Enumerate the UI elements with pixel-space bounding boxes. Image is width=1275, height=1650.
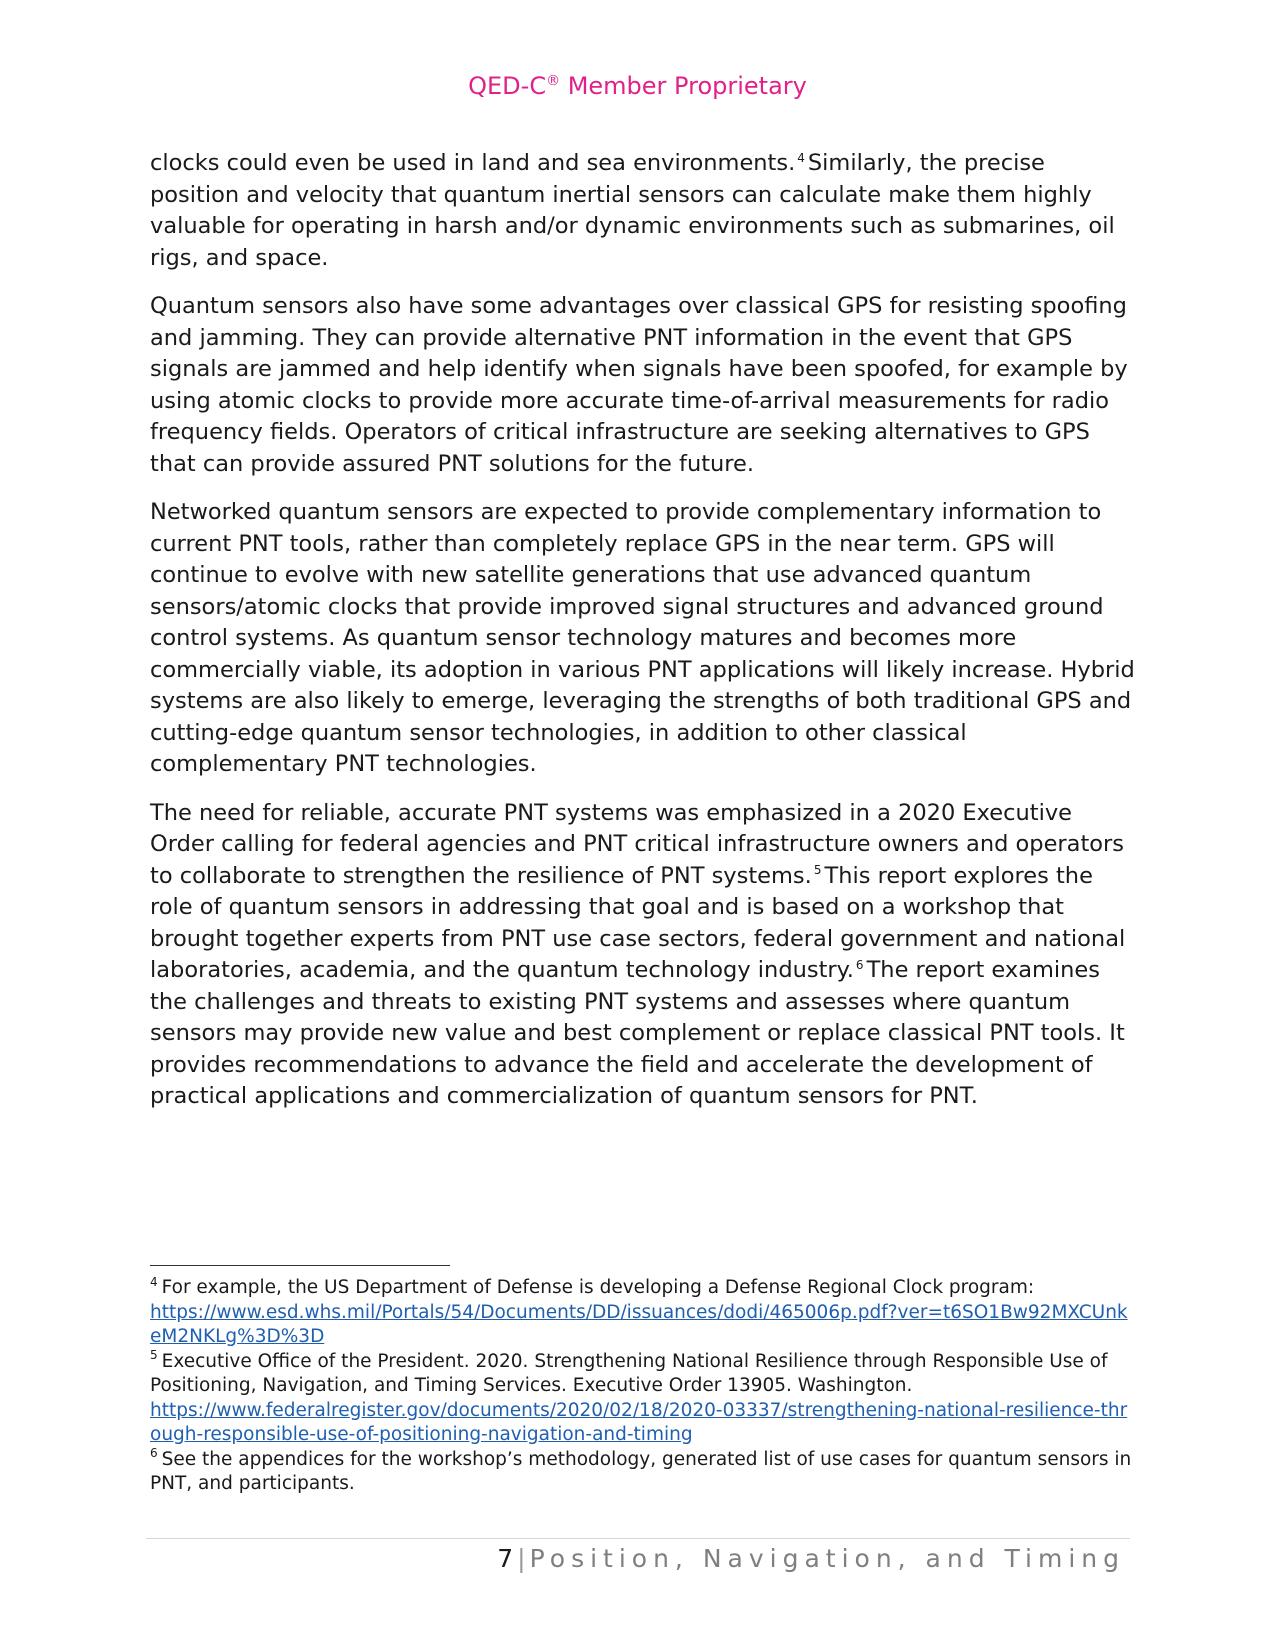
footnote-5 bbox=[150, 1350, 1135, 1448]
page-number: 7 bbox=[497, 1544, 514, 1573]
footnote-ref-5[interactable]: 5 bbox=[813, 863, 822, 877]
paragraph-1-text-a: clocks could even be used in land and sea environments. bbox=[150, 150, 796, 176]
paragraph-4-text-c: The report examines the challenges and threats to existing PNT systems and assesses where quantum sensors may provide new value and best complement or replace classical PNT tools. It provides recommendations to advance the field and accelerate the development of practical applications and commercialization of quantum sensors for PNT. bbox=[150, 957, 1125, 1109]
footnotes bbox=[150, 1276, 1135, 1497]
footnote-ref-4[interactable]: 4 bbox=[797, 150, 805, 165]
footnote-text: See the appendices for the workshop’s methodology, generated list of use cases for quantum sensors in PNT, and participants. bbox=[150, 1448, 1132, 1494]
paragraph-4 bbox=[150, 798, 1140, 1113]
footer-separator bbox=[146, 1538, 1130, 1539]
paragraph-3: Networked quantum sensors are expected to provide complementary information to current PNT tools, rather than completely replace GPS in the near term. GPS will continue to evolve with new satellite generations that use advanced quantum sensors/atomic clocks that provide improved signal structures and advanced ground control systems. As quantum sensor technology matures and becomes more commercially viable, its adoption in various PNT applications will likely increase. Hybrid systems are also likely to emerge, leveraging the strengths of both traditional GPS and cutting-edge quantum sensor technologies, in addition to other classical complementary PNT technologies. bbox=[150, 499, 1135, 777]
footer-divider: | bbox=[517, 1544, 526, 1573]
paragraph-1-text-b: Similarly, the precise position and velocity that quantum inertial sensors can calculate make them highly valuable for operating in harsh and/or dynamic environments such as submarines, oil rigs, and space. bbox=[150, 150, 1115, 271]
footer-title: Position, Navigation, and Timing bbox=[529, 1544, 1125, 1573]
header-org: QED-C bbox=[468, 72, 547, 100]
footnote-text: Executive Office of the President. 2020. Strengthening National Resilience through Responsible Use of Positioning, Navigation, and Timing Services. Executive Order 13905. Washington. bbox=[150, 1350, 1108, 1396]
footnote-link[interactable]: https://www.esd.whs.mil/Portals/54/Documents/DD/issuances/dodi/465006p.pdf?ver=t6SO1Bw92MXCUnkeM2NKLg%3D%3D bbox=[150, 1301, 1128, 1347]
footnote-4 bbox=[150, 1276, 1135, 1350]
footnote-number: 5 bbox=[150, 1348, 158, 1363]
footnote-ref-6[interactable]: 6 bbox=[855, 957, 864, 972]
footnote-text: For example, the US Department of Defense is developing a Defense Regional Clock program: bbox=[161, 1277, 1035, 1298]
page-footer bbox=[497, 1544, 1125, 1573]
header-label: Member Proprietary bbox=[560, 72, 807, 100]
paragraph-1 bbox=[150, 148, 1140, 274]
footnote-6 bbox=[150, 1448, 1135, 1497]
registered-mark: ® bbox=[546, 73, 561, 89]
paragraph-4-text-a: The need for reliable, accurate PNT systems was emphasized in a 2020 Executive Order calling for federal agencies and PNT critical infrastructure owners and operators to collaborate to strengthen the resilience of PNT systems. bbox=[150, 799, 1125, 889]
footnote-separator bbox=[150, 1265, 450, 1266]
paragraph-4-text-b: This report explores the role of quantum sensors in addressing that goal and is based on a workshop that brought together experts from PNT use case sectors, federal government and national laboratories, academia, and the quantum technology industry. bbox=[150, 862, 1126, 983]
body-text bbox=[150, 148, 1140, 1130]
page-header bbox=[0, 72, 1275, 100]
paragraph-2: Quantum sensors also have some advantages over classical GPS for resisting spoofing and jamming. They can provide alternative PNT information in the event that GPS signals are jammed and help identify when signals have been spoofed, for example by using atomic clocks to provide more accurate time-of-arrival measurements for radio frequency fields. Operators of critical infrastructure are seeking alternatives to GPS that can provide assured PNT solutions for the future. bbox=[150, 293, 1128, 477]
footnote-link[interactable]: https://www.federalregister.gov/documents/2020/02/18/2020-03337/strengthening-national-resilience-through-responsible-use-of-positioning-navigation-and-timing bbox=[150, 1399, 1128, 1445]
footnote-number: 4 bbox=[150, 1274, 158, 1289]
footnote-number: 6 bbox=[150, 1446, 158, 1461]
